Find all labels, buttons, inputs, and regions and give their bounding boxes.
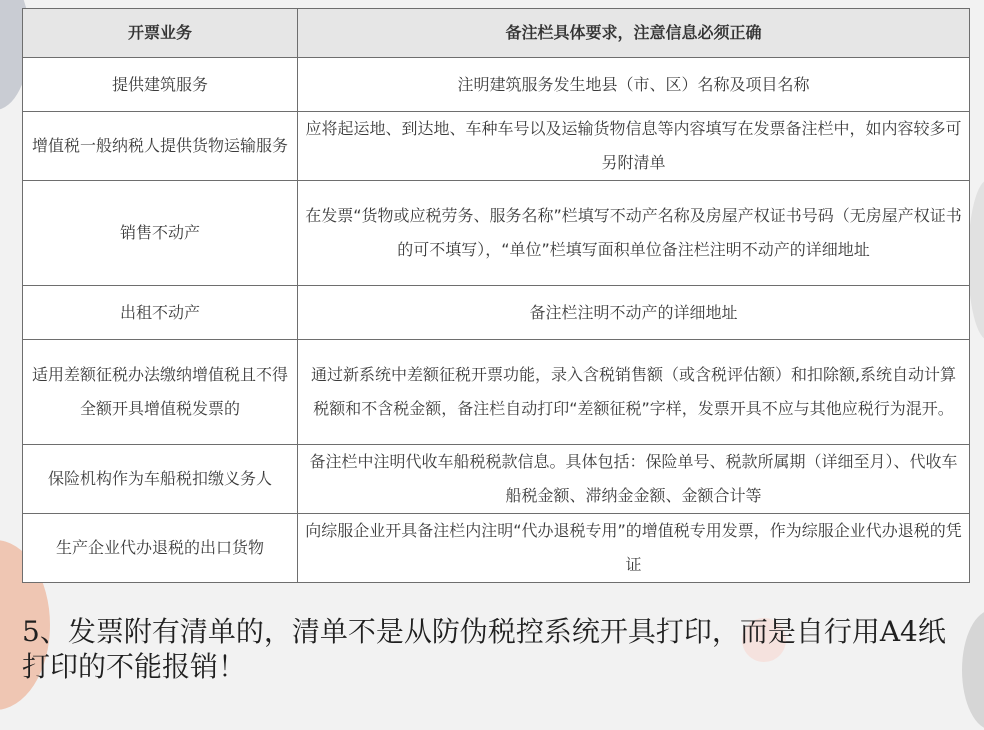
- table-row: [23, 112, 970, 181]
- column-header-requirement: 备注栏具体要求，注意信息必须正确: [298, 9, 970, 58]
- requirement-cell: 备注栏中注明代收车船税税款信息。具体包括：保险单号、税款所属期（详细至月）、代收车船税金额、滞纳金金额、金额合计等: [298, 445, 970, 514]
- table-row: [23, 58, 970, 112]
- requirement-cell: 通过新系统中差额征税开票功能，录入含税销售额（或含税评估额）和扣除额,系统自动计算税额和不含税金额，备注栏自动打印“差额征税”字样，发票开具不应与其他应税行为混开。: [298, 340, 970, 445]
- invoice-remarks-table: [22, 8, 970, 583]
- business-cell: 提供建筑服务: [23, 58, 298, 112]
- table-row: [23, 445, 970, 514]
- business-cell: 保险机构作为车船税扣缴义务人: [23, 445, 298, 514]
- column-header-business: 开票业务: [23, 9, 298, 58]
- table-row: [23, 181, 970, 286]
- business-cell: 出租不动产: [23, 286, 298, 340]
- business-cell: 生产企业代办退税的出口货物: [23, 514, 298, 583]
- table-header-row: [23, 9, 970, 58]
- table-row: [23, 340, 970, 445]
- business-cell: 增值税一般纳税人提供货物运输服务: [23, 112, 298, 181]
- business-cell: 销售不动产: [23, 181, 298, 286]
- decorative-shape-right: [968, 180, 984, 340]
- requirement-cell: 应将起运地、到达地、车种车号以及运输货物信息等内容填写在发票备注栏中，如内容较多可另附清单: [298, 112, 970, 181]
- requirement-cell: 注明建筑服务发生地县（市、区）名称及项目名称: [298, 58, 970, 112]
- requirement-cell: 向综服企业开具备注栏内注明“代办退税专用”的增值税专用发票，作为综服企业代办退税的凭证: [298, 514, 970, 583]
- business-cell: 适用差额征税办法缴纳增值税且不得全额开具增值税发票的: [23, 340, 298, 445]
- footnote-text: 5、发票附有清单的，清单不是从防伪税控系统开具打印，而是自行用A4纸打印的不能报销！: [22, 615, 946, 683]
- table-row: [23, 286, 970, 340]
- requirement-cell: 备注栏注明不动产的详细地址: [298, 286, 970, 340]
- requirement-cell: 在发票“货物或应税劳务、服务名称”栏填写不动产名称及房屋产权证书号码（无房屋产权证书的可不填写），“单位”栏填写面积单位备注栏注明不动产的详细地址: [298, 181, 970, 286]
- decorative-shape-bottom-right: [962, 610, 984, 730]
- table-row: [23, 514, 970, 583]
